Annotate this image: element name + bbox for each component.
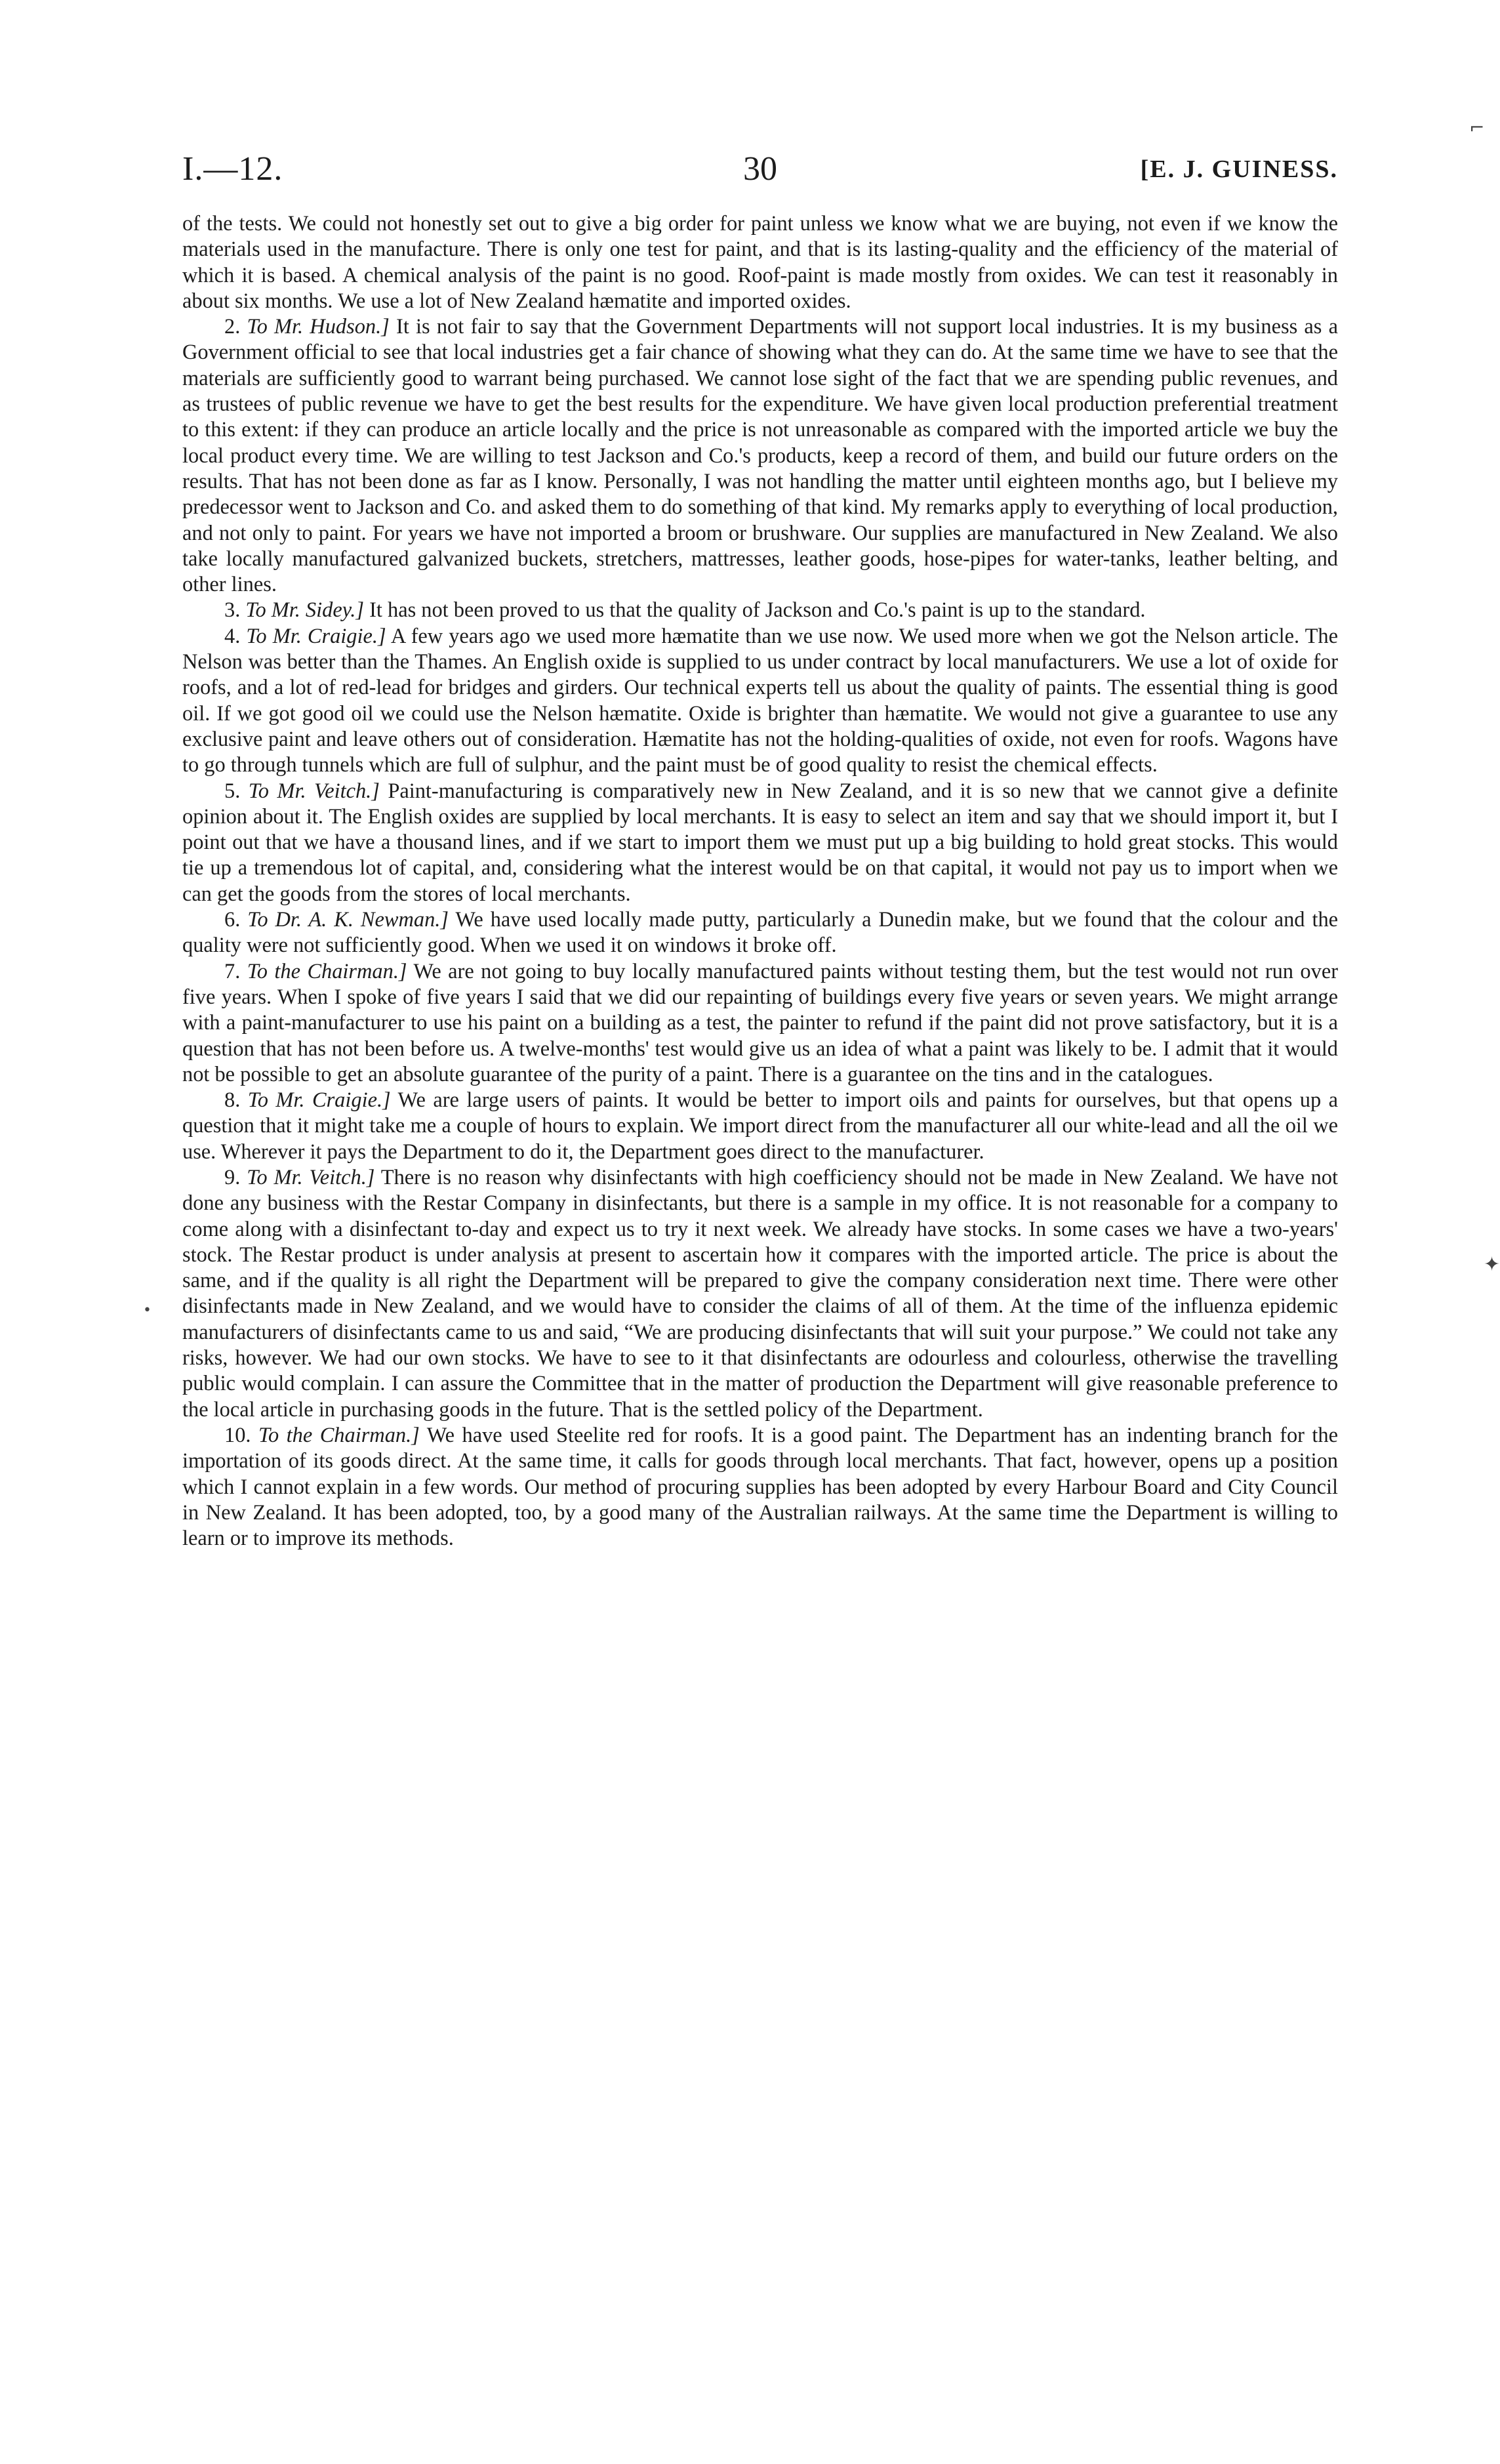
answer-number: 4.: [224, 624, 241, 648]
page-header: [182, 150, 1338, 202]
answer-number: 6.: [224, 908, 241, 932]
answer-text: We are large users of paints. It would be better to import oils and paints for ourselves, but that opens up a question that it might take me a couple of hours to explain. We import direct from the manufacturer all our white-lead and all the oil we use. Wherever it pays the Department to do it, the Department goes direct to the manufacturer.: [182, 1088, 1339, 1164]
answer-text: There is no reason why disinfectants with high coefficiency should not be made in New Zealand. We have not done any business with the Restar Company in disinfectants, but there is a sample in my office. It is not reasonable for a company to come along with a disinfectant to-day and expect us to try it next week. We already have stocks. In some cases we have a two-years' stock. The Restar product is under analysis at present to ascertain how it compares with the imported article. The price is about the same, and if the quality is all right the Department will be prepared to give the company consideration next time. There were other disinfectants made in New Zealand, and we would have to consider the claims of all of them. At the time of the influenza epidemic manufacturers of disinfectants came to us and said, “We are producing disinfectants that will suit your purpose.” We could not take any risks, however. We had our own stocks. We have to see to it that disinfectants are odourless and colourless, otherwise the travelling public would complain. I can assure the Committee that in the matter of production the Department will give reasonable preference to the local article in purchasing goods in the future. That is the settled policy of the Department.: [182, 1165, 1338, 1422]
answer-number: 2.: [224, 315, 241, 339]
answer-number: 5.: [224, 779, 241, 803]
evidence-body: [182, 211, 1338, 1551]
answer-text: We have used locally made putty, particularly a Dunedin make, but we found that the colour and the quality were not sufficiently good. When we used it on windows it broke off.: [182, 908, 1339, 958]
answer-paragraph: [182, 1423, 1338, 1551]
answer-text: We have used Steelite red for roofs. It is a good paint. The Department has an indenting branch for the importation of its goods direct. At the same time, it calls for goods through local merchants. That fact, however, opens up a position which I cannot explain in a few words. Our method of procuring supplies has been adopted by every Harbour Board and City Council in New Zealand. It has been adopted, too, by a good many of the Australian railways. At the same time the Department is willing to learn or to improve its methods.: [182, 1423, 1338, 1551]
answer-questioner: To Mr. Craigie.]: [247, 1088, 391, 1113]
page-number: 30: [743, 150, 777, 188]
answer-paragraph: [182, 1165, 1338, 1423]
answer-number: 9.: [224, 1165, 241, 1189]
answer-paragraph: [182, 314, 1338, 598]
answer-paragraph: [182, 598, 1338, 623]
answer-questioner: To Mr. Veitch.]: [247, 1165, 375, 1189]
answer-text: It has not been proved to us that the quality of Jackson and Co.'s paint is up to the standard.: [369, 598, 1146, 623]
answer-questioner: To Mr. Veitch.]: [248, 779, 380, 803]
answer-text: A few years ago we used more hæmatite than we use now. We used more when we got the Nelson article. The Nelson was better than the Thames. An English oxide is supplied to us under contract by local manufacturers. We use a lot of oxide for roofs, and a lot of red-lead for bridges and girders. Our technical experts tell us about the quality of paints. The essential thing is good oil. If we got good oil we could use the Nelson hæmatite. Oxide is brighter than hæmatite. We would not give a guarantee to use any exclusive paint and leave others out of consideration. Hæmatite has not the holding-qualities of oxide, not even for roofs. Wagons have to go through tunnels which are full of sulphur, and the paint must be of good quality to resist the chemical effects.: [182, 624, 1339, 777]
opening-paragraph: of the tests. We could not honestly set out to give a big order for paint unless we know what we are buying, not even if we know the materials used in the manufacture. There is only one test for paint, and that is its lasting-quality and the efficiency of the material of which it is based. A chemical analysis of the paint is no good. Roof-paint is made mostly from oxides. We can test it reasonably in about six months. We use a lot of New Zealand hæmatite and imported oxides.: [182, 212, 1338, 313]
answer-text: We are not going to buy locally manufactured paints without testing them, but the test would not run over five years. When I spoke of five years I said that we did our repainting of buildings every five years or seven years. We might arrange with a paint-manufacturer to use his paint on a building as a test, the painter to refund if the paint did not prove satisfactory, but it is a question that has not been before us. A twelve-months' test would give us an idea of what a paint was likely to be. I admit that it would not be possible to get an absolute guarantee of the purity of a paint. There is a guarantee on the tins and in the catalogues.: [182, 959, 1338, 1086]
answer-text: Paint-manufacturing is comparatively new in New Zealand, and it is so new that we cannot give a definite opinion about it. The English oxides are supplied by local merchants. It is easy to select an item and say that we should import it, but I point out that we have a thousand lines, and if we start to import them we must put up a big building to hold great stocks. This would tie up a tremendous lot of capital, and, considering what the interest would be on that capital, it would not pay us to import when we can get the goods from the stores of local merchants.: [182, 779, 1338, 906]
answer-number: 8.: [224, 1088, 241, 1113]
scan-mark-margin-left: •: [143, 1302, 152, 1319]
answer-number: 3.: [224, 598, 241, 623]
answer-paragraph: [182, 1088, 1338, 1165]
answer-questioner: To Mr. Craigie.]: [246, 624, 386, 648]
scan-mark-top-right: ⌐: [1469, 117, 1485, 138]
answer-questioner: To Mr. Sidey.]: [245, 598, 364, 623]
answer-paragraph: [182, 624, 1338, 779]
scan-mark-margin-right: ✦: [1484, 1253, 1500, 1276]
answer-paragraph: [182, 779, 1338, 907]
answer-paragraph: [182, 959, 1338, 1088]
answer-number: 10.: [224, 1423, 251, 1447]
page-reference: I.—12.: [182, 150, 283, 188]
witness-name: [E. J. GUINESS.: [1140, 155, 1338, 183]
answer-text: It is not fair to say that the Government Departments will not support local industries. It is my business as a Government official to see that local industries get a fair chance of showing what they can do. At the same time we have to see that the materials are sufficiently good to warrant being purchased. We cannot lose sight of the fact that we are spending public revenues, and as trustees of public revenue we have to get the best results for the expenditure. We have given local production preferential treatment to this extent: if they can produce an article locally and the price is not unreasonable as compared with the imported article we buy the local product every time. We are willing to test Jackson and Co.'s products, keep a record of them, and build our future orders on the results. That has not been done as far as I know. Personally, I was not handling the matter until eighteen months ago, but I believe my predecessor went to Jackson and Co. and asked them to do something of that kind. My remarks apply to everything of local production, and not only to paint. For years we have not imported a broom or brushware. Our supplies are manufactured in New Zealand. We also take locally manufactured galvanized buckets, stretchers, mattresses, leather goods, hose-pipes for water-tanks, leather belting, and other lines.: [182, 315, 1338, 597]
answer-questioner: To the Chairman.]: [247, 959, 407, 983]
answer-paragraph: [182, 907, 1338, 959]
answer-number: 7.: [224, 959, 241, 983]
answer-questioner: To Dr. A. K. Newman.]: [247, 908, 449, 932]
answer-questioner: To Mr. Hudson.]: [247, 315, 390, 339]
answer-questioner: To the Chairman.]: [258, 1423, 420, 1447]
